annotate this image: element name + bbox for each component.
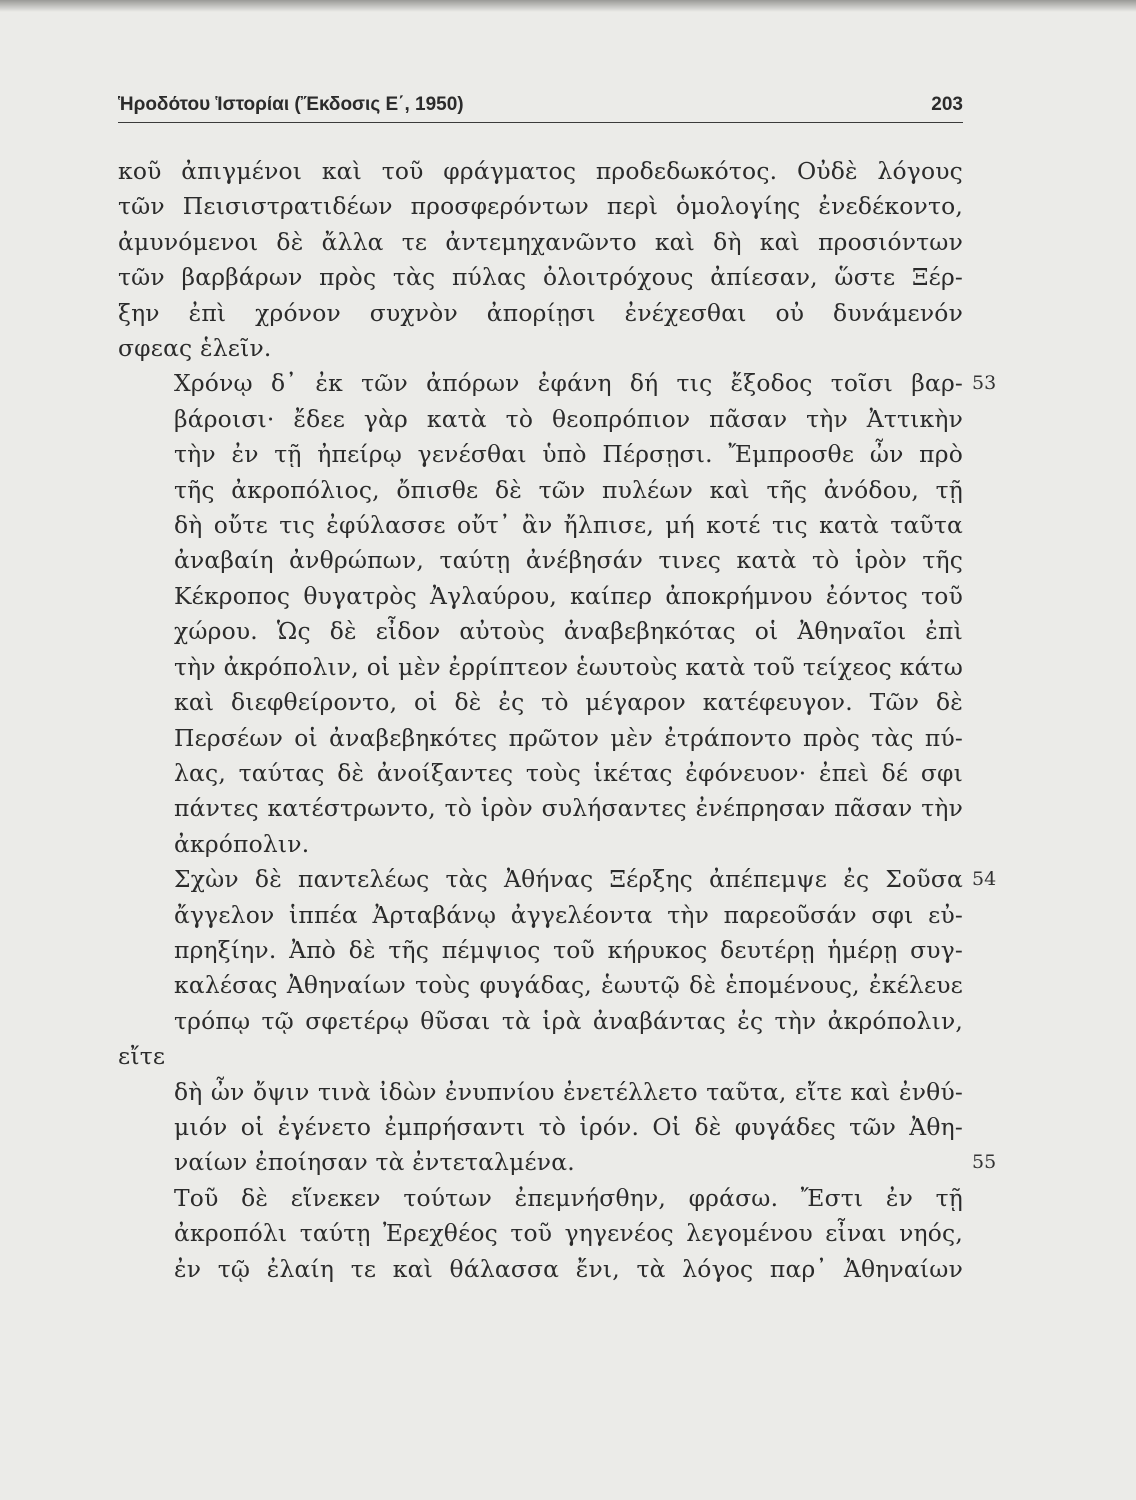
text-line: ἀκροπόλι ταύτῃ Ἐρεχθέος τοῦ γηγενέος λεγομένου εἶναι νηός,	[174, 1219, 963, 1248]
text-line: Τοῦ δὲ εἵνεκεν τούτων ἐπεμνήσθην, φράσω. Ἔστι ἐν τῇ	[174, 1183, 963, 1212]
body-text	[118, 154, 963, 1287]
text-line: καλέσας Ἀθηναίων τοὺς φυγάδας, ἑωυτῷ δὲ ἑπομένους, ἐκέλευε	[174, 971, 963, 1000]
text-line: Χρόνῳ δ᾽ ἐκ τῶν ἀπόρων ἐφάνη δή τις ἔξοδος τοῖσι βαρ-	[174, 369, 963, 398]
text-line: πάντες κατέστρωντο, τὸ ἱρὸν συλήσαντες ἐνέπρησαν πᾶσαν τὴν	[174, 794, 963, 823]
text-line: τῶν Πεισιστρατιδέων προσφερόντων περὶ ὁμολογίης ἐνεδέκοντο,	[118, 192, 963, 221]
page-number: 203	[931, 94, 963, 115]
text-line: λας, ταύτας δὲ ἀνοίξαντες τοὺς ἱκέτας ἐφόνευον· ἐπεὶ δέ σφι	[174, 758, 963, 787]
text-line: δὴ οὔτε τις ἐφύλασσε οὔτ᾽ ἂν ἤλπισε, μή κοτέ τις κατὰ ταῦτα	[174, 511, 963, 540]
text-line: πρηξίην. Ἀπὸ δὲ τῆς πέμψιος τοῦ κήρυκος δευτέρῃ ἡμέρῃ συγ-	[174, 935, 963, 964]
text-line: κοῦ ἀπιγμένοι καὶ τοῦ φράγματος προδεδωκότος. Οὐδὲ λόγους	[118, 157, 963, 185]
text-line: καὶ διεφθείροντο, οἱ δὲ ἐς τὸ μέγαρον κατέφευγον. Τῶν δὲ	[174, 688, 963, 717]
text-line: ἀναβαίη ἀνθρώπων, ταύτῃ ἀνέβησάν τινες κατὰ τὸ ἱρὸν τῆς	[174, 546, 963, 575]
text-line: δὴ ὦν ὄψιν τινὰ ἰδὼν ἐνυπνίου ἐνετέλλετο ταῦτα, εἴτε καὶ ἐνθύ-	[174, 1077, 963, 1106]
running-title: Ἡροδότου Ἱστορίαι (Ἔκδοσις Ε΄, 1950)	[118, 94, 464, 115]
scan-edge	[0, 0, 1136, 12]
text-line: σφεας ἑλεῖν.	[118, 334, 272, 363]
paragraph	[118, 862, 963, 1181]
paragraph	[118, 366, 963, 862]
text-line: ἀκρόπολιν.	[174, 829, 310, 858]
running-header	[118, 92, 963, 123]
chapter-number: 55	[972, 1151, 997, 1174]
text-line: ἀμυνόμενοι δὲ ἄλλα τε ἀντεμηχανῶντο καὶ δὴ καὶ προσιόντων	[118, 227, 963, 256]
chapter-number: 54	[972, 868, 997, 890]
text-line: Σχὼν δὲ παντελέως τὰς Ἀθήνας Ξέρξης ἀπέπεμψε ἐς Σοῦσα	[174, 865, 963, 894]
text-line: ξην ἐπὶ χρόνον συχνὸν ἀπορίῃσι ἐνέχεσθαι οὐ δυνάμενόν	[118, 298, 963, 327]
text-line: τὴν ἀκρόπολιν, οἱ μὲν ἐρρίπτεον ἑωυτοὺς κατὰ τοῦ τείχεος κάτω	[174, 652, 963, 681]
paragraph	[118, 154, 963, 366]
text-line: τὴν ἐν τῇ ἠπείρῳ γενέσθαι ὑπὸ Πέρσῃσι. Ἔμπροσθε ὦν πρὸ	[174, 440, 963, 469]
text-line: ἄγγελον ἱππέα Ἀρταβάνῳ ἀγγελέοντα τὴν παρεοῦσάν σφι εὐ-	[174, 900, 963, 929]
text-line: Κέκροπος θυγατρὸς Ἀγλαύρου, καίπερ ἀποκρήμνου ἐόντος τοῦ	[174, 581, 963, 610]
chapter-number: 53	[972, 372, 997, 395]
text-line: τῶν βαρβάρων πρὸς τὰς πύλας ὀλοιτρόχους ἀπίεσαν, ὥστε Ξέρ-	[118, 263, 963, 292]
text-line: βάροισι· ἔδεε γὰρ κατὰ τὸ θεοπρόπιον πᾶσαν τὴν Ἀττικὴν	[174, 404, 963, 433]
text-line: τῆς ἀκροπόλιος, ὄπισθε δὲ τῶν πυλέων καὶ τῆς ἀνόδου, τῇ	[174, 475, 963, 504]
paragraph	[118, 1181, 963, 1287]
text-line: τρόπῳ τῷ σφετέρῳ θῦσαι τὰ ἱρὰ ἀναβάντας ἐς τὴν ἀκρόπολιν, εἴτε	[118, 1006, 963, 1071]
text-line: ναίων ἐποίησαν τὰ ἐντεταλμένα.	[174, 1148, 575, 1177]
text-line: Περσέων οἱ ἀναβεβηκότες πρῶτον μὲν ἐτράποντο πρὸς τὰς πύ-	[174, 723, 963, 752]
text-line: μιόν οἱ ἐγένετο ἐμπρήσαντι τὸ ἱρόν. Οἱ δὲ φυγάδες τῶν Ἀθη-	[174, 1112, 963, 1141]
text-line: χώρου. Ὡς δὲ εἶδον αὐτοὺς ἀναβεβηκότας οἱ Ἀθηναῖοι ἐπὶ	[174, 617, 963, 646]
text-line: ἐν τῷ ἐλαίη τε καὶ θάλασσα ἔνι, τὰ λόγος παρ᾽ Ἀθηναίων	[174, 1254, 963, 1283]
